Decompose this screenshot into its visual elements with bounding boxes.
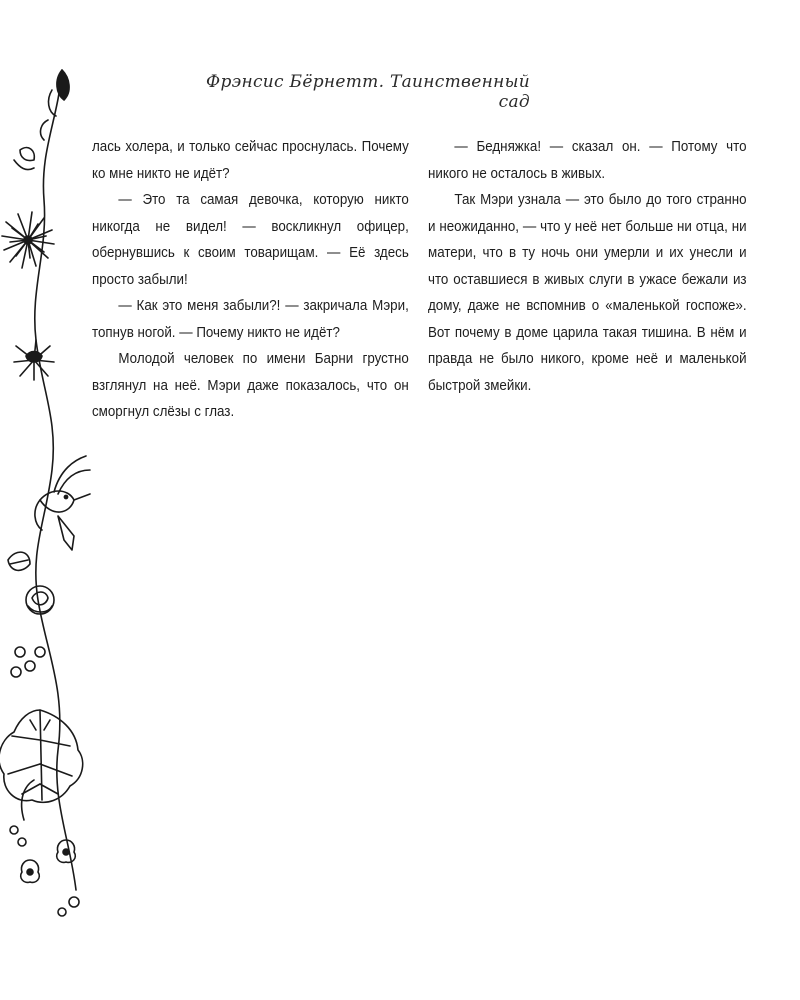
paragraph: — Бедняжка! — сказал он. — Потому что никого не осталось в живых. — [428, 138, 747, 182]
text-column-right — [428, 134, 747, 399]
text-column-left — [92, 134, 409, 426]
paragraph: Молодой человек по имени Барни грустно взглянул на неё. Мэри даже показалось, что он сморгнул слёзы с глаз. — [92, 350, 409, 420]
paragraph: Так Мэри узнала — это было до того странно и неожиданно, — что у неё нет больше ни отца, ни матери, что в ту ночь они умерли и их унесли и что оставшиеся в живых слуги в ужасе бежали из дому, даже не вспомнив о «маленькой госпоже». Вот почему в доме царила такая тишина. В нём и правда не было никого, кроме неё и маленькой быстрой змейки. — [428, 191, 747, 394]
paragraph: лась холера, и только сейчас проснулась. Почему ко мне никто не идёт? — [92, 138, 409, 182]
paragraph: — Как это меня забыли?! — закричала Мэри, топнув ногой. — Почему никто не идёт? — [92, 297, 409, 341]
running-head: Фрэнсис Бёрнетт. Таинственный сад — [206, 72, 530, 112]
paragraph: — Это та самая девочка, которую никто никогда не видел! — воскликнул офицер, обернувшись к своим товарищам. — Её здесь просто забыли! — [92, 191, 409, 288]
floral-vine-icon — [0, 60, 100, 930]
